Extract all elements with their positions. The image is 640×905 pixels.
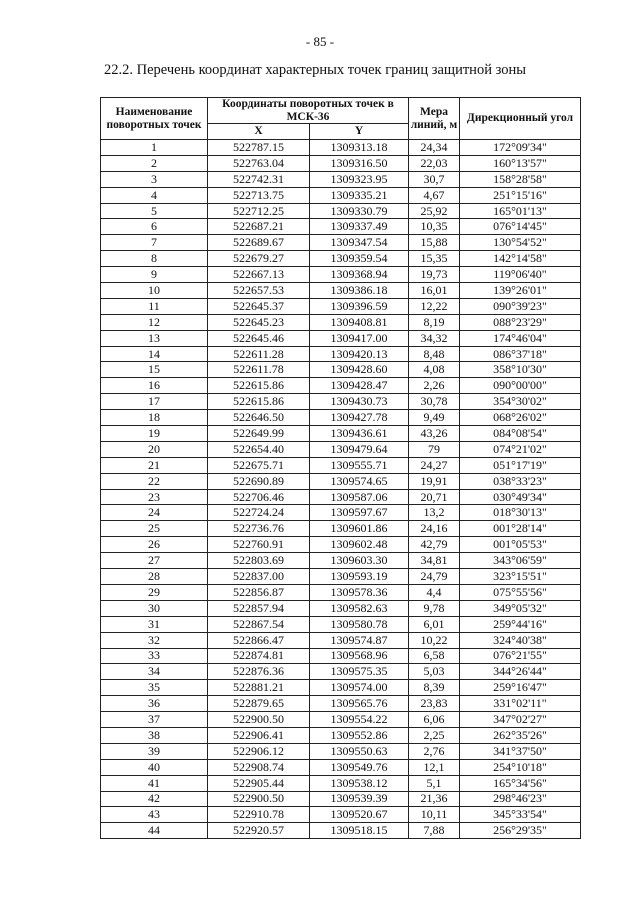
y-coordinate-cell: 1309417.00 bbox=[310, 330, 409, 346]
coordinates-table bbox=[100, 97, 581, 839]
point-number-cell: 6 bbox=[101, 219, 208, 235]
point-number-cell: 26 bbox=[101, 537, 208, 553]
x-coordinate-cell: 522687.21 bbox=[208, 219, 310, 235]
direction-angle-cell: 262°35'26" bbox=[460, 727, 581, 743]
y-coordinate-cell: 1309408.81 bbox=[310, 314, 409, 330]
y-coordinate-cell: 1309574.00 bbox=[310, 680, 409, 696]
direction-angle-cell: 349°05'32" bbox=[460, 600, 581, 616]
x-coordinate-cell: 522837.00 bbox=[208, 569, 310, 585]
line-measure-cell: 6,06 bbox=[409, 712, 460, 728]
x-coordinate-cell: 522706.46 bbox=[208, 489, 310, 505]
x-coordinate-cell: 522615.86 bbox=[208, 394, 310, 410]
direction-angle-cell: 298°46'23" bbox=[460, 791, 581, 807]
y-coordinate-cell: 1309520.67 bbox=[310, 807, 409, 823]
line-measure-cell: 43,26 bbox=[409, 426, 460, 442]
y-coordinate-cell: 1309602.48 bbox=[310, 537, 409, 553]
line-measure-cell: 4,4 bbox=[409, 584, 460, 600]
line-measure-cell: 24,79 bbox=[409, 569, 460, 585]
direction-angle-cell: 345°33'54" bbox=[460, 807, 581, 823]
y-coordinate-cell: 1309582.63 bbox=[310, 600, 409, 616]
direction-angle-cell: 001°05'53" bbox=[460, 537, 581, 553]
point-number-cell: 35 bbox=[101, 680, 208, 696]
page-number: - 85 - bbox=[305, 34, 335, 49]
point-number-cell: 31 bbox=[101, 616, 208, 632]
header-line-measure: Мера линий, м bbox=[409, 98, 460, 140]
table-row bbox=[101, 171, 581, 187]
x-coordinate-cell: 522690.89 bbox=[208, 473, 310, 489]
x-coordinate-cell: 522763.04 bbox=[208, 155, 310, 171]
table-row bbox=[101, 712, 581, 728]
table-body bbox=[101, 140, 581, 839]
x-coordinate-cell: 522712.25 bbox=[208, 203, 310, 219]
x-coordinate-cell: 522787.15 bbox=[208, 140, 310, 156]
table-row bbox=[101, 235, 581, 251]
table-row bbox=[101, 267, 581, 283]
direction-angle-cell: 086°37'18" bbox=[460, 346, 581, 362]
y-coordinate-cell: 1309555.71 bbox=[310, 457, 409, 473]
line-measure-cell: 30,7 bbox=[409, 171, 460, 187]
x-coordinate-cell: 522689.67 bbox=[208, 235, 310, 251]
table-row bbox=[101, 537, 581, 553]
direction-angle-cell: 076°21'55" bbox=[460, 648, 581, 664]
y-coordinate-cell: 1309436.61 bbox=[310, 426, 409, 442]
table-row bbox=[101, 616, 581, 632]
y-coordinate-cell: 1309574.65 bbox=[310, 473, 409, 489]
line-measure-cell: 19,73 bbox=[409, 267, 460, 283]
line-measure-cell: 5,03 bbox=[409, 664, 460, 680]
line-measure-cell: 6,01 bbox=[409, 616, 460, 632]
direction-angle-cell: 119°06'40" bbox=[460, 267, 581, 283]
point-number-cell: 5 bbox=[101, 203, 208, 219]
header-y: Y bbox=[310, 124, 409, 140]
direction-angle-cell: 165°01'13" bbox=[460, 203, 581, 219]
direction-angle-cell: 142°14'58" bbox=[460, 251, 581, 267]
table-row bbox=[101, 505, 581, 521]
header-point-name: Наименование поворотных точек bbox=[101, 98, 208, 140]
line-measure-cell: 79 bbox=[409, 441, 460, 457]
table-row bbox=[101, 664, 581, 680]
y-coordinate-cell: 1309359.54 bbox=[310, 251, 409, 267]
point-number-cell: 32 bbox=[101, 632, 208, 648]
table-row bbox=[101, 330, 581, 346]
point-number-cell: 20 bbox=[101, 441, 208, 457]
direction-angle-cell: 090°39'23" bbox=[460, 298, 581, 314]
table-row bbox=[101, 378, 581, 394]
x-coordinate-cell: 522611.78 bbox=[208, 362, 310, 378]
x-coordinate-cell: 522879.65 bbox=[208, 696, 310, 712]
direction-angle-cell: 088°23'29" bbox=[460, 314, 581, 330]
y-coordinate-cell: 1309430.73 bbox=[310, 394, 409, 410]
line-measure-cell: 16,01 bbox=[409, 283, 460, 299]
y-coordinate-cell: 1309552.86 bbox=[310, 727, 409, 743]
table-row bbox=[101, 489, 581, 505]
table-row bbox=[101, 394, 581, 410]
x-coordinate-cell: 522645.23 bbox=[208, 314, 310, 330]
table-row bbox=[101, 759, 581, 775]
point-number-cell: 29 bbox=[101, 584, 208, 600]
direction-angle-cell: 068°26'02" bbox=[460, 410, 581, 426]
table-row bbox=[101, 743, 581, 759]
point-number-cell: 37 bbox=[101, 712, 208, 728]
direction-angle-cell: 343°06'59" bbox=[460, 553, 581, 569]
point-number-cell: 38 bbox=[101, 727, 208, 743]
line-measure-cell: 8,19 bbox=[409, 314, 460, 330]
point-number-cell: 39 bbox=[101, 743, 208, 759]
table-row bbox=[101, 457, 581, 473]
y-coordinate-cell: 1309316.50 bbox=[310, 155, 409, 171]
document-title: 22.2. Перечень координат характерных точек границ защитной зоны bbox=[104, 62, 526, 78]
line-measure-cell: 22,03 bbox=[409, 155, 460, 171]
line-measure-cell: 20,71 bbox=[409, 489, 460, 505]
y-coordinate-cell: 1309313.18 bbox=[310, 140, 409, 156]
x-coordinate-cell: 522856.87 bbox=[208, 584, 310, 600]
x-coordinate-cell: 522675.71 bbox=[208, 457, 310, 473]
direction-angle-cell: 075°55'56" bbox=[460, 584, 581, 600]
y-coordinate-cell: 1309386.18 bbox=[310, 283, 409, 299]
direction-angle-cell: 018°30'13" bbox=[460, 505, 581, 521]
line-measure-cell: 34,81 bbox=[409, 553, 460, 569]
direction-angle-cell: 256°29'35" bbox=[460, 823, 581, 839]
direction-angle-cell: 254°10'18" bbox=[460, 759, 581, 775]
x-coordinate-cell: 522910.78 bbox=[208, 807, 310, 823]
point-number-cell: 21 bbox=[101, 457, 208, 473]
table-row bbox=[101, 362, 581, 378]
point-number-cell: 22 bbox=[101, 473, 208, 489]
table-row bbox=[101, 283, 581, 299]
line-measure-cell: 42,79 bbox=[409, 537, 460, 553]
point-number-cell: 2 bbox=[101, 155, 208, 171]
x-coordinate-cell: 522667.13 bbox=[208, 267, 310, 283]
point-number-cell: 15 bbox=[101, 362, 208, 378]
direction-angle-cell: 001°28'14" bbox=[460, 521, 581, 537]
x-coordinate-cell: 522906.41 bbox=[208, 727, 310, 743]
line-measure-cell: 25,92 bbox=[409, 203, 460, 219]
header-x: X bbox=[208, 124, 310, 140]
direction-angle-cell: 074°21'02" bbox=[460, 441, 581, 457]
y-coordinate-cell: 1309420.13 bbox=[310, 346, 409, 362]
table-row bbox=[101, 521, 581, 537]
line-measure-cell: 24,16 bbox=[409, 521, 460, 537]
x-coordinate-cell: 522654.40 bbox=[208, 441, 310, 457]
direction-angle-cell: 259°16'47" bbox=[460, 680, 581, 696]
line-measure-cell: 10,11 bbox=[409, 807, 460, 823]
point-number-cell: 12 bbox=[101, 314, 208, 330]
table-row bbox=[101, 219, 581, 235]
x-coordinate-cell: 522908.74 bbox=[208, 759, 310, 775]
x-coordinate-cell: 522866.47 bbox=[208, 632, 310, 648]
table-row bbox=[101, 426, 581, 442]
y-coordinate-cell: 1309568.96 bbox=[310, 648, 409, 664]
direction-angle-cell: 084°08'54" bbox=[460, 426, 581, 442]
x-coordinate-cell: 522874.81 bbox=[208, 648, 310, 664]
line-measure-cell: 5,1 bbox=[409, 775, 460, 791]
y-coordinate-cell: 1309368.94 bbox=[310, 267, 409, 283]
line-measure-cell: 19,91 bbox=[409, 473, 460, 489]
x-coordinate-cell: 522736.76 bbox=[208, 521, 310, 537]
table-row bbox=[101, 648, 581, 664]
header-direction-angle: Дирекционный угол bbox=[460, 98, 581, 140]
x-coordinate-cell: 522803.69 bbox=[208, 553, 310, 569]
table-row bbox=[101, 187, 581, 203]
point-number-cell: 25 bbox=[101, 521, 208, 537]
line-measure-cell: 23,83 bbox=[409, 696, 460, 712]
point-number-cell: 42 bbox=[101, 791, 208, 807]
line-measure-cell: 2,76 bbox=[409, 743, 460, 759]
point-number-cell: 44 bbox=[101, 823, 208, 839]
direction-angle-cell: 341°37'50" bbox=[460, 743, 581, 759]
table-row bbox=[101, 473, 581, 489]
y-coordinate-cell: 1309565.76 bbox=[310, 696, 409, 712]
x-coordinate-cell: 522679.27 bbox=[208, 251, 310, 267]
direction-angle-cell: 038°33'23" bbox=[460, 473, 581, 489]
point-number-cell: 17 bbox=[101, 394, 208, 410]
y-coordinate-cell: 1309479.64 bbox=[310, 441, 409, 457]
x-coordinate-cell: 522646.50 bbox=[208, 410, 310, 426]
y-coordinate-cell: 1309587.06 bbox=[310, 489, 409, 505]
y-coordinate-cell: 1309347.54 bbox=[310, 235, 409, 251]
direction-angle-cell: 347°02'27" bbox=[460, 712, 581, 728]
direction-angle-cell: 259°44'16" bbox=[460, 616, 581, 632]
line-measure-cell: 24,34 bbox=[409, 140, 460, 156]
y-coordinate-cell: 1309597.67 bbox=[310, 505, 409, 521]
direction-angle-cell: 354°30'02" bbox=[460, 394, 581, 410]
point-number-cell: 4 bbox=[101, 187, 208, 203]
point-number-cell: 23 bbox=[101, 489, 208, 505]
x-coordinate-cell: 522905.44 bbox=[208, 775, 310, 791]
point-number-cell: 19 bbox=[101, 426, 208, 442]
y-coordinate-cell: 1309575.35 bbox=[310, 664, 409, 680]
point-number-cell: 30 bbox=[101, 600, 208, 616]
y-coordinate-cell: 1309330.79 bbox=[310, 203, 409, 219]
point-number-cell: 7 bbox=[101, 235, 208, 251]
point-number-cell: 10 bbox=[101, 283, 208, 299]
line-measure-cell: 8,48 bbox=[409, 346, 460, 362]
y-coordinate-cell: 1309538.12 bbox=[310, 775, 409, 791]
point-number-cell: 34 bbox=[101, 664, 208, 680]
direction-angle-cell: 139°26'01" bbox=[460, 283, 581, 299]
direction-angle-cell: 165°34'56" bbox=[460, 775, 581, 791]
direction-angle-cell: 076°14'45" bbox=[460, 219, 581, 235]
y-coordinate-cell: 1309554.22 bbox=[310, 712, 409, 728]
point-number-cell: 8 bbox=[101, 251, 208, 267]
line-measure-cell: 15,35 bbox=[409, 251, 460, 267]
line-measure-cell: 2,26 bbox=[409, 378, 460, 394]
point-number-cell: 9 bbox=[101, 267, 208, 283]
direction-angle-cell: 158°28'58" bbox=[460, 171, 581, 187]
direction-angle-cell: 331°02'11" bbox=[460, 696, 581, 712]
y-coordinate-cell: 1309427.78 bbox=[310, 410, 409, 426]
point-number-cell: 3 bbox=[101, 171, 208, 187]
x-coordinate-cell: 522615.86 bbox=[208, 378, 310, 394]
x-coordinate-cell: 522657.53 bbox=[208, 283, 310, 299]
table-row bbox=[101, 298, 581, 314]
direction-angle-cell: 344°26'44" bbox=[460, 664, 581, 680]
y-coordinate-cell: 1309539.39 bbox=[310, 791, 409, 807]
point-number-cell: 33 bbox=[101, 648, 208, 664]
direction-angle-cell: 160°13'57" bbox=[460, 155, 581, 171]
line-measure-cell: 7,88 bbox=[409, 823, 460, 839]
table-row bbox=[101, 251, 581, 267]
direction-angle-cell: 051°17'19" bbox=[460, 457, 581, 473]
table-row bbox=[101, 203, 581, 219]
table-row bbox=[101, 791, 581, 807]
point-number-cell: 36 bbox=[101, 696, 208, 712]
line-measure-cell: 21,36 bbox=[409, 791, 460, 807]
table-row bbox=[101, 823, 581, 839]
point-number-cell: 24 bbox=[101, 505, 208, 521]
y-coordinate-cell: 1309550.63 bbox=[310, 743, 409, 759]
x-coordinate-cell: 522645.46 bbox=[208, 330, 310, 346]
y-coordinate-cell: 1309428.47 bbox=[310, 378, 409, 394]
y-coordinate-cell: 1309580.78 bbox=[310, 616, 409, 632]
point-number-cell: 16 bbox=[101, 378, 208, 394]
direction-angle-cell: 323°15'51" bbox=[460, 569, 581, 585]
direction-angle-cell: 172°09'34" bbox=[460, 140, 581, 156]
table-row bbox=[101, 140, 581, 156]
y-coordinate-cell: 1309337.49 bbox=[310, 219, 409, 235]
x-coordinate-cell: 522920.57 bbox=[208, 823, 310, 839]
direction-angle-cell: 358°10'30" bbox=[460, 362, 581, 378]
table-row bbox=[101, 696, 581, 712]
line-measure-cell: 34,32 bbox=[409, 330, 460, 346]
point-number-cell: 40 bbox=[101, 759, 208, 775]
table-row bbox=[101, 410, 581, 426]
y-coordinate-cell: 1309574.87 bbox=[310, 632, 409, 648]
x-coordinate-cell: 522857.94 bbox=[208, 600, 310, 616]
y-coordinate-cell: 1309335.21 bbox=[310, 187, 409, 203]
y-coordinate-cell: 1309396.59 bbox=[310, 298, 409, 314]
line-measure-cell: 4,08 bbox=[409, 362, 460, 378]
y-coordinate-cell: 1309593.19 bbox=[310, 569, 409, 585]
table-row bbox=[101, 346, 581, 362]
table-row bbox=[101, 680, 581, 696]
point-number-cell: 1 bbox=[101, 140, 208, 156]
direction-angle-cell: 130°54'52" bbox=[460, 235, 581, 251]
y-coordinate-cell: 1309518.15 bbox=[310, 823, 409, 839]
line-measure-cell: 8,39 bbox=[409, 680, 460, 696]
table-row bbox=[101, 314, 581, 330]
direction-angle-cell: 030°49'34" bbox=[460, 489, 581, 505]
point-number-cell: 27 bbox=[101, 553, 208, 569]
line-measure-cell: 9,78 bbox=[409, 600, 460, 616]
point-number-cell: 14 bbox=[101, 346, 208, 362]
direction-angle-cell: 090°00'00" bbox=[460, 378, 581, 394]
table-row bbox=[101, 632, 581, 648]
point-number-cell: 28 bbox=[101, 569, 208, 585]
x-coordinate-cell: 522867.54 bbox=[208, 616, 310, 632]
x-coordinate-cell: 522645.37 bbox=[208, 298, 310, 314]
line-measure-cell: 10,35 bbox=[409, 219, 460, 235]
line-measure-cell: 12,22 bbox=[409, 298, 460, 314]
line-measure-cell: 12,1 bbox=[409, 759, 460, 775]
line-measure-cell: 4,67 bbox=[409, 187, 460, 203]
line-measure-cell: 15,88 bbox=[409, 235, 460, 251]
x-coordinate-cell: 522876.36 bbox=[208, 664, 310, 680]
table-row bbox=[101, 553, 581, 569]
y-coordinate-cell: 1309428.60 bbox=[310, 362, 409, 378]
x-coordinate-cell: 522649.99 bbox=[208, 426, 310, 442]
point-number-cell: 18 bbox=[101, 410, 208, 426]
line-measure-cell: 30,78 bbox=[409, 394, 460, 410]
y-coordinate-cell: 1309549.76 bbox=[310, 759, 409, 775]
point-number-cell: 11 bbox=[101, 298, 208, 314]
x-coordinate-cell: 522742.31 bbox=[208, 171, 310, 187]
x-coordinate-cell: 522881.21 bbox=[208, 680, 310, 696]
table-row bbox=[101, 807, 581, 823]
header-coordinates: Координаты поворотных точек в МСК-36 bbox=[208, 98, 409, 124]
table-row bbox=[101, 775, 581, 791]
line-measure-cell: 9,49 bbox=[409, 410, 460, 426]
line-measure-cell: 10,22 bbox=[409, 632, 460, 648]
x-coordinate-cell: 522900.50 bbox=[208, 791, 310, 807]
y-coordinate-cell: 1309601.86 bbox=[310, 521, 409, 537]
line-measure-cell: 13,2 bbox=[409, 505, 460, 521]
table-row bbox=[101, 584, 581, 600]
table-row bbox=[101, 600, 581, 616]
x-coordinate-cell: 522900.50 bbox=[208, 712, 310, 728]
point-number-cell: 13 bbox=[101, 330, 208, 346]
x-coordinate-cell: 522611.28 bbox=[208, 346, 310, 362]
y-coordinate-cell: 1309323.95 bbox=[310, 171, 409, 187]
x-coordinate-cell: 522760.91 bbox=[208, 537, 310, 553]
line-measure-cell: 6,58 bbox=[409, 648, 460, 664]
line-measure-cell: 24,27 bbox=[409, 457, 460, 473]
y-coordinate-cell: 1309578.36 bbox=[310, 584, 409, 600]
direction-angle-cell: 174°46'04" bbox=[460, 330, 581, 346]
line-measure-cell: 2,25 bbox=[409, 727, 460, 743]
x-coordinate-cell: 522713.75 bbox=[208, 187, 310, 203]
table-row bbox=[101, 441, 581, 457]
direction-angle-cell: 324°40'38" bbox=[460, 632, 581, 648]
direction-angle-cell: 251°15'16" bbox=[460, 187, 581, 203]
table-row bbox=[101, 569, 581, 585]
point-number-cell: 41 bbox=[101, 775, 208, 791]
table-row bbox=[101, 155, 581, 171]
point-number-cell: 43 bbox=[101, 807, 208, 823]
x-coordinate-cell: 522906.12 bbox=[208, 743, 310, 759]
table-row bbox=[101, 727, 581, 743]
x-coordinate-cell: 522724.24 bbox=[208, 505, 310, 521]
y-coordinate-cell: 1309603.30 bbox=[310, 553, 409, 569]
